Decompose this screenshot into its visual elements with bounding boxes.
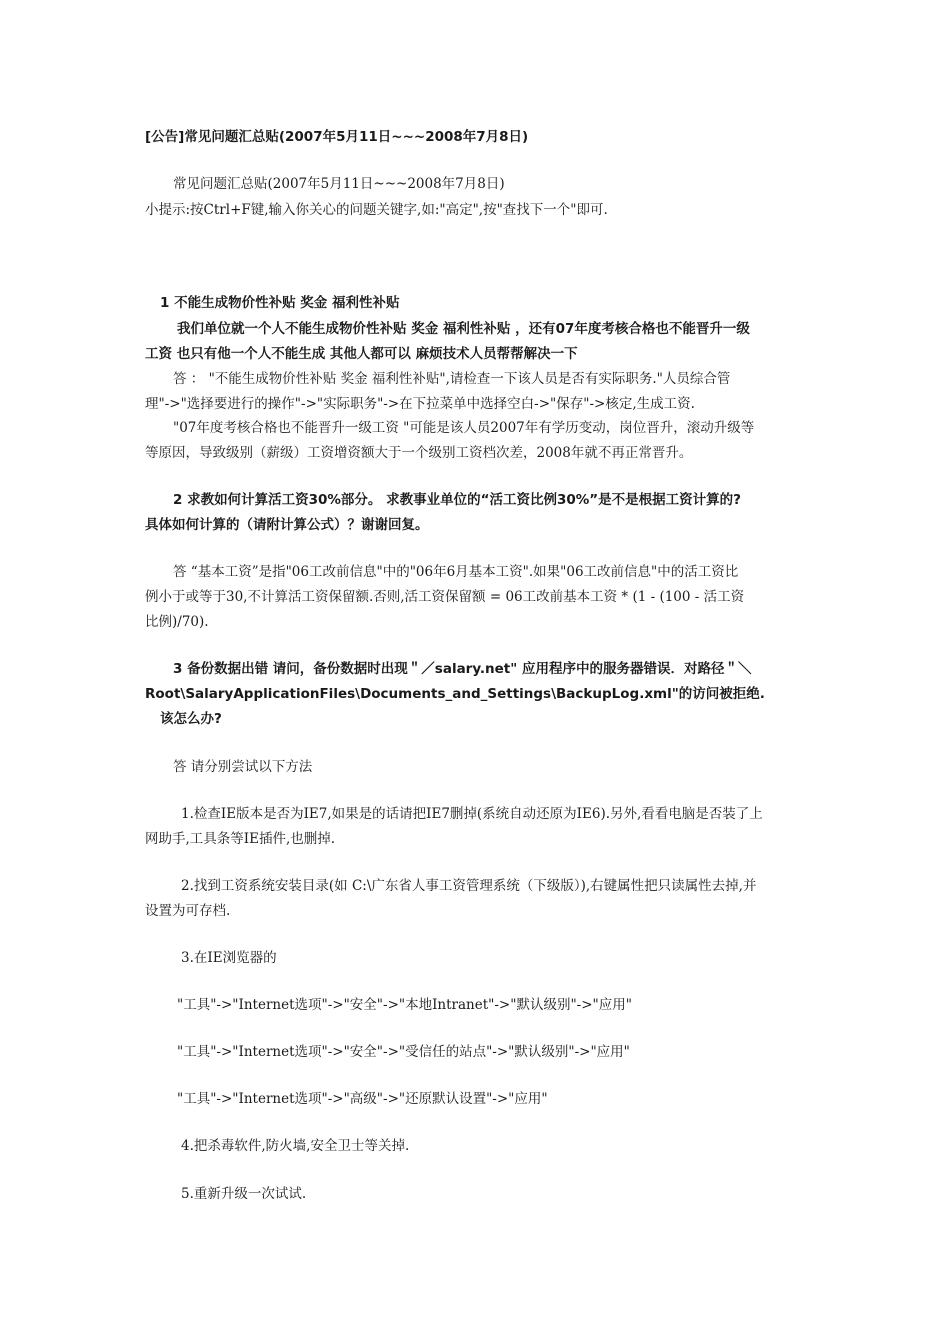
q3-step-line: 4.把杀毒软件,防火墙,安全卫士等关掉.: [181, 1138, 410, 1154]
q3-path-line: "工具"->"Internet选项"->"高级"->"还原默认设置"->"应用": [177, 1091, 548, 1107]
q3-question-line: 3 备份数据出错 请问，备份数据时出现＂／salary.net" 应用程序中的服务器错误．对路径＂＼: [173, 661, 752, 677]
q3-step-line: 5.重新升级一次试试.: [181, 1186, 307, 1202]
q2-answer-line: 例小于或等于30,不计算活工资保留额.否则,活工资保留额 = 06工改前基本工资 * (1 - (100 - 活工资: [145, 589, 745, 605]
tip-line: 小提示:按Ctrl+F键,输入你关心的问题关键字,如:"高定",按"查找下一个"即可.: [145, 202, 608, 218]
q3-step-line: 设置为可存档.: [145, 903, 231, 919]
q3-answer-intro: 答 请分别尝试以下方法: [173, 759, 313, 775]
q3-step-line: 网助手,工具条等IE插件,也删掉.: [145, 831, 336, 847]
q2-question-line: 具体如何计算的（请附计算公式）？谢谢回复。: [145, 517, 429, 533]
q1-question-line: 工资 也只有他一个人不能生成 其他人都可以 麻烦技术人员帮帮解决一下: [145, 346, 578, 362]
q1-answer-line: "07年度考核合格也不能晋升一级工资 "可能是该人员2007年有学历变动，岗位晋升，滚动升级等: [173, 420, 755, 436]
q2-answer-line: 比例)/70).: [145, 614, 209, 630]
q3-step-line: 2.找到工资系统安装目录(如 C:\广东省人事工资管理系统（下级版）),右键属性把只读属性去掉,并: [181, 878, 757, 894]
q3-path-line: "工具"->"Internet选项"->"安全"->"本地Intranet"->"默认级别"->"应用": [177, 997, 632, 1013]
q3-step-line: 1.检查IE版本是否为IE7,如果是的话请把IE7删掉(系统自动还原为IE6).另外,看看电脑是否装了上: [181, 806, 763, 822]
q1-answer-line: 等原因，导致级别（薪级）工资增资额大于一个级别工资档次差，2008年就不再正常晋升。: [145, 445, 693, 461]
q3-question-line: 该怎么办?: [160, 711, 222, 727]
q3-step-line: 3.在IE浏览器的: [181, 950, 277, 966]
intro-line: 常见问题汇总贴(2007年5月11日~~~2008年7月8日): [173, 176, 505, 192]
q1-heading: 1 不能生成物价性补贴 奖金 福利性补贴: [160, 295, 400, 311]
q2-answer-line: 答 “基本工资”是指"06工改前信息"中的"06年6月基本工资".如果"06工改前信息"中的活工资比: [173, 564, 739, 580]
q1-question-line: 我们单位就一个人不能生成物价性补贴 奖金 福利性补贴 ，还有07年度考核合格也不能晋升一级: [177, 321, 750, 337]
q3-path-line: "工具"->"Internet选项"->"安全"->"受信任的站点"->"默认级别"->"应用": [177, 1044, 630, 1060]
q2-question-line: 2 求教如何计算活工资30%部分。 求教事业单位的“活工资比例30%”是不是根据工资计算的?: [173, 492, 741, 508]
q1-answer-line: 答 ： "不能生成物价性补贴 奖金 福利性补贴",请检查一下该人员是否有实际职务."人员综合管: [173, 371, 731, 387]
q3-question-line: Root\SalaryApplicationFiles\Documents_and_Settings\BackupLog.xml"的访问被拒绝.: [145, 686, 765, 702]
post-title: [公告]常见问题汇总贴(2007年5月11日~~~2008年7月8日): [145, 129, 529, 145]
q1-answer-line: 理"->"选择要进行的操作"->"实际职务"->在下拉菜单中选择空白->"保存"->核定,生成工资.: [145, 396, 695, 412]
